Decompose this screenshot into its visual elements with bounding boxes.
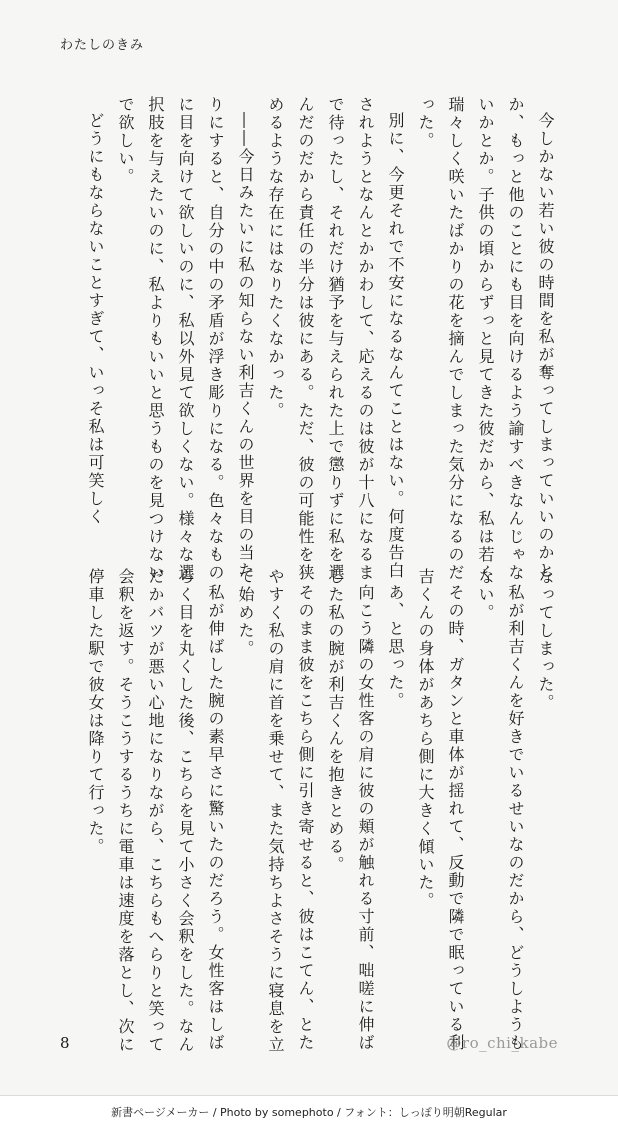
upper-text-block — [58, 96, 560, 596]
paragraph: その時、ガタンと車体が揺れて、反動で隣で眠っている利吉くんの身体があちら側に大きく傾いた。 — [416, 568, 465, 1052]
credit-line: 新書ページメーカー / Photo by somephoto / フォント：しっぽり明朝Regular — [111, 1106, 507, 1119]
paragraph: 向こう隣の女性客の肩に彼の頬が触れる寸前、咄嗟に伸ばした私の腕が利吉くんを抱きとめる。 — [326, 568, 375, 1052]
paragraph: 私が利吉くんを好きでいるせいなのだから、どうしようもない。 — [476, 568, 525, 1052]
paragraph: なってしまった。 — [536, 568, 555, 712]
paragraph: そのまま彼をこちら側に引き寄せると、彼はこてん、とたやすく私の肩に首を乗せて、また気持ちよさそうに寝息を立て始めた。 — [236, 568, 315, 1054]
paragraph: どうにもならないことすぎて、いっそ私は可笑しく — [86, 112, 105, 526]
paragraph: ――今日みたいに私の知らない利吉くんの世界を目の当たりにすると、自分の中の矛盾が浮き彫りになる。色々なものに目を向けて欲しいのに、私以外見て欲しくない。様々な選択肢を与えたいのに、私よりもいいと思うものを見つけないで欲しい。 — [116, 96, 255, 582]
paragraph: 今しかない若い彼の時間を私が奪ってしまっていいのかとか、もっと他のことにも目を向けるよう諭すべきなんじゃないかとか。子供の頃からずっと見てきた彼だから、私は若く瑞々しく咲いたばかりの花を摘んでしまった気分になるのだった。 — [416, 96, 555, 582]
lower-text-block — [58, 568, 560, 1068]
page-number: 8 — [60, 1034, 70, 1052]
paragraph: 別に、今更それで不安になるなんてことはない。何度告白されようとなんとかかわして、応えるのは彼が十八になるまで待ったし、それだけ猶予を与えられた上で懲りずに私を選んだのだから責任の半分は彼にある。ただ、彼の可能性を狭めるような存在にはなりたくなかった。 — [266, 96, 405, 582]
running-head: わたしのきみ — [60, 38, 145, 53]
paragraph: 私が伸ばした腕の素早さに驚いたのだろう。女性客はしばらく目を丸くした後、こちらを見て小さく会釈をした。なんだかバツが悪い心地になりながら、こちらもへらりと笑って会釈を返す。そうこうするうちに電車は速度を落とし、次に停車した駅で彼女は降りて行った。 — [86, 568, 225, 1054]
author-handle: @ro_chi_kabe — [446, 1034, 558, 1052]
paragraph: あ、と思った。 — [386, 584, 405, 710]
